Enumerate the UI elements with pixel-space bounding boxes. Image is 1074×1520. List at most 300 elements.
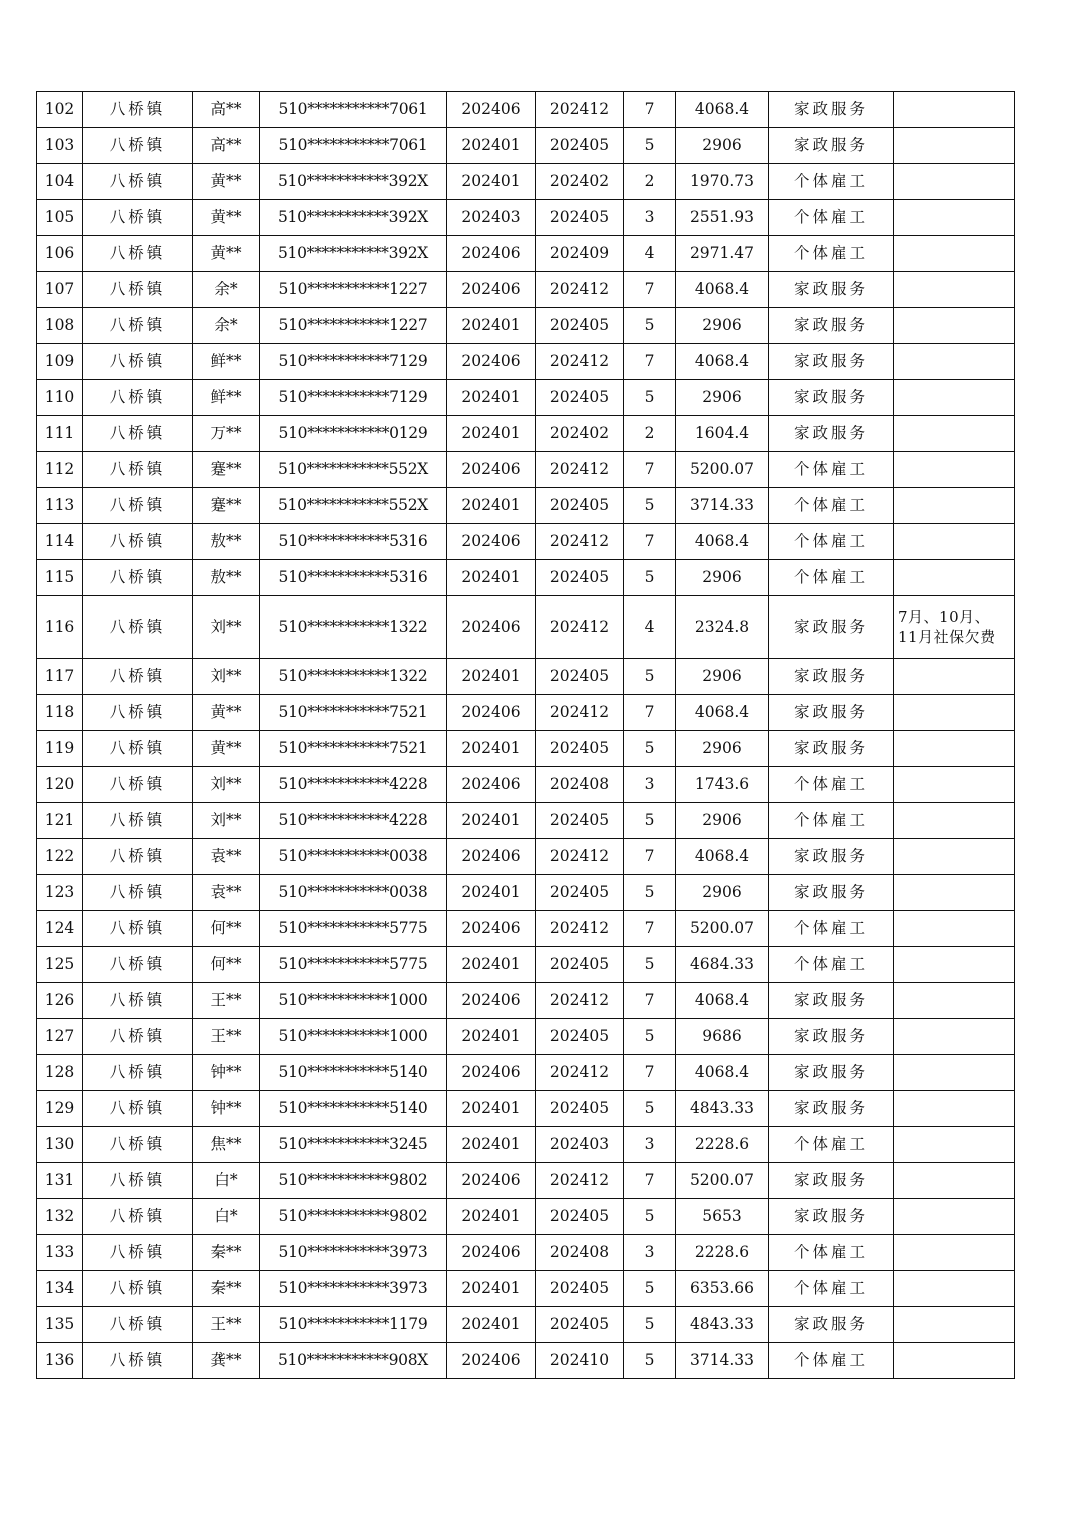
cell-employment-type: 家政服务 [769, 128, 894, 164]
table-row [37, 200, 1015, 236]
cell-employment-type: 家政服务 [769, 272, 894, 308]
cell-employment-type: 家政服务 [769, 1019, 894, 1055]
cell-end-month: 202405 [536, 1019, 624, 1055]
cell-note [894, 488, 1015, 524]
cell-town: 八桥镇 [83, 524, 193, 560]
cell-town: 八桥镇 [83, 695, 193, 731]
cell-town: 八桥镇 [83, 380, 193, 416]
table-row [37, 596, 1015, 659]
cell-person-name: 钟** [193, 1055, 260, 1091]
cell-month-count: 5 [624, 128, 676, 164]
cell-start-month: 202401 [447, 1127, 536, 1163]
cell-id-number: 510***********1322 [260, 596, 447, 659]
cell-town: 八桥镇 [83, 839, 193, 875]
cell-month-count: 7 [624, 272, 676, 308]
cell-employment-type: 个体雇工 [769, 767, 894, 803]
cell-amount: 2906 [676, 380, 769, 416]
cell-serial-number: 104 [37, 164, 83, 200]
cell-note [894, 911, 1015, 947]
cell-month-count: 7 [624, 1163, 676, 1199]
cell-employment-type: 家政服务 [769, 695, 894, 731]
cell-note [894, 983, 1015, 1019]
cell-serial-number: 122 [37, 839, 83, 875]
cell-start-month: 202401 [447, 1307, 536, 1343]
cell-town: 八桥镇 [83, 308, 193, 344]
cell-id-number: 510***********3245 [260, 1127, 447, 1163]
cell-end-month: 202405 [536, 380, 624, 416]
cell-start-month: 202401 [447, 1091, 536, 1127]
cell-amount: 2906 [676, 128, 769, 164]
cell-start-month: 202401 [447, 875, 536, 911]
cell-person-name: 高** [193, 92, 260, 128]
cell-month-count: 5 [624, 731, 676, 767]
cell-month-count: 7 [624, 839, 676, 875]
cell-amount: 4068.4 [676, 839, 769, 875]
cell-id-number: 510***********552X [260, 452, 447, 488]
cell-amount: 4068.4 [676, 983, 769, 1019]
cell-end-month: 202405 [536, 560, 624, 596]
cell-town: 八桥镇 [83, 731, 193, 767]
cell-start-month: 202406 [447, 1343, 536, 1379]
cell-start-month: 202406 [447, 767, 536, 803]
cell-town: 八桥镇 [83, 1307, 193, 1343]
cell-serial-number: 116 [37, 596, 83, 659]
cell-end-month: 202405 [536, 947, 624, 983]
cell-note [894, 1091, 1015, 1127]
cell-town: 八桥镇 [83, 875, 193, 911]
cell-person-name: 秦** [193, 1271, 260, 1307]
table-row [37, 92, 1015, 128]
cell-town: 八桥镇 [83, 1127, 193, 1163]
cell-start-month: 202401 [447, 488, 536, 524]
cell-employment-type: 家政服务 [769, 659, 894, 695]
cell-month-count: 7 [624, 344, 676, 380]
cell-town: 八桥镇 [83, 947, 193, 983]
cell-start-month: 202401 [447, 659, 536, 695]
cell-end-month: 202412 [536, 272, 624, 308]
cell-id-number: 510***********5316 [260, 560, 447, 596]
cell-town: 八桥镇 [83, 1199, 193, 1235]
cell-amount: 4068.4 [676, 344, 769, 380]
cell-note [894, 524, 1015, 560]
cell-start-month: 202401 [447, 1199, 536, 1235]
cell-id-number: 510***********0038 [260, 875, 447, 911]
cell-person-name: 袁** [193, 839, 260, 875]
cell-amount: 4068.4 [676, 695, 769, 731]
cell-note [894, 416, 1015, 452]
cell-note [894, 695, 1015, 731]
cell-month-count: 3 [624, 1235, 676, 1271]
cell-month-count: 5 [624, 875, 676, 911]
cell-note [894, 731, 1015, 767]
table-row [37, 488, 1015, 524]
cell-note [894, 1271, 1015, 1307]
cell-employment-type: 家政服务 [769, 1163, 894, 1199]
cell-note [894, 1307, 1015, 1343]
cell-end-month: 202408 [536, 767, 624, 803]
cell-month-count: 2 [624, 416, 676, 452]
cell-note [894, 1055, 1015, 1091]
cell-end-month: 202405 [536, 803, 624, 839]
table-row [37, 659, 1015, 695]
cell-note [894, 839, 1015, 875]
cell-serial-number: 108 [37, 308, 83, 344]
table-row [37, 308, 1015, 344]
cell-id-number: 510***********1227 [260, 272, 447, 308]
cell-end-month: 202412 [536, 452, 624, 488]
cell-end-month: 202405 [536, 1199, 624, 1235]
cell-start-month: 202401 [447, 416, 536, 452]
cell-end-month: 202402 [536, 416, 624, 452]
cell-start-month: 202406 [447, 983, 536, 1019]
cell-town: 八桥镇 [83, 416, 193, 452]
table-row [37, 1163, 1015, 1199]
cell-start-month: 202401 [447, 1271, 536, 1307]
cell-note [894, 128, 1015, 164]
cell-month-count: 5 [624, 1199, 676, 1235]
table-row [37, 380, 1015, 416]
cell-town: 八桥镇 [83, 452, 193, 488]
cell-person-name: 王** [193, 983, 260, 1019]
table-row [37, 1055, 1015, 1091]
cell-id-number: 510***********1000 [260, 1019, 447, 1055]
cell-amount: 2228.6 [676, 1127, 769, 1163]
cell-month-count: 5 [624, 1343, 676, 1379]
cell-month-count: 4 [624, 236, 676, 272]
table-row [37, 947, 1015, 983]
cell-town: 八桥镇 [83, 92, 193, 128]
cell-end-month: 202412 [536, 983, 624, 1019]
cell-note [894, 200, 1015, 236]
cell-employment-type: 家政服务 [769, 380, 894, 416]
cell-employment-type: 个体雇工 [769, 911, 894, 947]
cell-person-name: 王** [193, 1019, 260, 1055]
cell-town: 八桥镇 [83, 1091, 193, 1127]
cell-employment-type: 家政服务 [769, 1199, 894, 1235]
cell-start-month: 202401 [447, 731, 536, 767]
cell-town: 八桥镇 [83, 803, 193, 839]
cell-end-month: 202412 [536, 1163, 624, 1199]
cell-month-count: 5 [624, 947, 676, 983]
cell-amount: 2906 [676, 560, 769, 596]
cell-serial-number: 119 [37, 731, 83, 767]
cell-serial-number: 115 [37, 560, 83, 596]
cell-person-name: 白* [193, 1199, 260, 1235]
table-row [37, 344, 1015, 380]
cell-person-name: 黄** [193, 236, 260, 272]
cell-person-name: 白* [193, 1163, 260, 1199]
cell-employment-type: 家政服务 [769, 1091, 894, 1127]
cell-person-name: 余* [193, 308, 260, 344]
table-row [37, 1271, 1015, 1307]
cell-person-name: 王** [193, 1307, 260, 1343]
cell-serial-number: 125 [37, 947, 83, 983]
cell-person-name: 高** [193, 128, 260, 164]
cell-end-month: 202405 [536, 128, 624, 164]
cell-amount: 3714.33 [676, 1343, 769, 1379]
cell-month-count: 5 [624, 380, 676, 416]
cell-start-month: 202406 [447, 839, 536, 875]
cell-serial-number: 132 [37, 1199, 83, 1235]
cell-id-number: 510***********9802 [260, 1199, 447, 1235]
cell-town: 八桥镇 [83, 1271, 193, 1307]
cell-end-month: 202412 [536, 1055, 624, 1091]
cell-id-number: 510***********4228 [260, 803, 447, 839]
cell-id-number: 510***********392X [260, 236, 447, 272]
subsidy-table-container [36, 91, 1014, 1379]
cell-id-number: 510***********4228 [260, 767, 447, 803]
cell-person-name: 刘** [193, 659, 260, 695]
cell-town: 八桥镇 [83, 200, 193, 236]
cell-serial-number: 107 [37, 272, 83, 308]
cell-employment-type: 家政服务 [769, 839, 894, 875]
cell-town: 八桥镇 [83, 659, 193, 695]
cell-person-name: 敖** [193, 524, 260, 560]
cell-amount: 4068.4 [676, 272, 769, 308]
cell-serial-number: 120 [37, 767, 83, 803]
cell-end-month: 202405 [536, 308, 624, 344]
table-row [37, 839, 1015, 875]
cell-town: 八桥镇 [83, 911, 193, 947]
cell-person-name: 黄** [193, 200, 260, 236]
table-row [37, 452, 1015, 488]
cell-month-count: 5 [624, 1307, 676, 1343]
cell-id-number: 510***********5775 [260, 911, 447, 947]
cell-serial-number: 124 [37, 911, 83, 947]
cell-town: 八桥镇 [83, 236, 193, 272]
cell-note [894, 452, 1015, 488]
cell-town: 八桥镇 [83, 1019, 193, 1055]
cell-employment-type: 个体雇工 [769, 803, 894, 839]
cell-start-month: 202401 [447, 164, 536, 200]
cell-start-month: 202401 [447, 1019, 536, 1055]
table-row [37, 983, 1015, 1019]
cell-town: 八桥镇 [83, 344, 193, 380]
cell-start-month: 202406 [447, 1055, 536, 1091]
cell-amount: 5653 [676, 1199, 769, 1235]
table-row [37, 1091, 1015, 1127]
table-row [37, 803, 1015, 839]
cell-employment-type: 个体雇工 [769, 1343, 894, 1379]
cell-amount: 2551.93 [676, 200, 769, 236]
cell-id-number: 510***********392X [260, 200, 447, 236]
cell-id-number: 510***********7521 [260, 695, 447, 731]
cell-amount: 4843.33 [676, 1307, 769, 1343]
cell-note [894, 1343, 1015, 1379]
cell-note [894, 344, 1015, 380]
subsidy-table [36, 91, 1015, 1379]
cell-town: 八桥镇 [83, 272, 193, 308]
cell-end-month: 202410 [536, 1343, 624, 1379]
cell-note: 7月、10月、11月社保欠费 [894, 596, 1015, 659]
cell-employment-type: 家政服务 [769, 1055, 894, 1091]
cell-start-month: 202406 [447, 1235, 536, 1271]
cell-town: 八桥镇 [83, 1055, 193, 1091]
cell-amount: 3714.33 [676, 488, 769, 524]
cell-month-count: 3 [624, 1127, 676, 1163]
cell-start-month: 202401 [447, 947, 536, 983]
cell-employment-type: 家政服务 [769, 416, 894, 452]
cell-start-month: 202401 [447, 128, 536, 164]
cell-note [894, 560, 1015, 596]
table-body [37, 92, 1015, 1379]
cell-note [894, 875, 1015, 911]
cell-start-month: 202406 [447, 452, 536, 488]
cell-employment-type: 家政服务 [769, 983, 894, 1019]
cell-person-name: 黄** [193, 695, 260, 731]
cell-start-month: 202406 [447, 596, 536, 659]
table-row [37, 875, 1015, 911]
cell-id-number: 510***********0038 [260, 839, 447, 875]
cell-employment-type: 家政服务 [769, 308, 894, 344]
cell-serial-number: 118 [37, 695, 83, 731]
cell-person-name: 余* [193, 272, 260, 308]
table-row [37, 164, 1015, 200]
cell-month-count: 5 [624, 488, 676, 524]
cell-employment-type: 家政服务 [769, 875, 894, 911]
cell-amount: 5200.07 [676, 1163, 769, 1199]
cell-serial-number: 110 [37, 380, 83, 416]
cell-month-count: 4 [624, 596, 676, 659]
cell-serial-number: 128 [37, 1055, 83, 1091]
cell-note [894, 659, 1015, 695]
table-row [37, 416, 1015, 452]
cell-id-number: 510***********7061 [260, 92, 447, 128]
cell-employment-type: 个体雇工 [769, 452, 894, 488]
cell-amount: 5200.07 [676, 911, 769, 947]
cell-town: 八桥镇 [83, 596, 193, 659]
cell-month-count: 5 [624, 1271, 676, 1307]
cell-serial-number: 113 [37, 488, 83, 524]
cell-person-name: 刘** [193, 767, 260, 803]
cell-town: 八桥镇 [83, 1235, 193, 1271]
cell-employment-type: 个体雇工 [769, 236, 894, 272]
cell-serial-number: 131 [37, 1163, 83, 1199]
cell-town: 八桥镇 [83, 1163, 193, 1199]
cell-serial-number: 133 [37, 1235, 83, 1271]
cell-serial-number: 109 [37, 344, 83, 380]
cell-id-number: 510***********908X [260, 1343, 447, 1379]
cell-employment-type: 个体雇工 [769, 560, 894, 596]
cell-person-name: 焦** [193, 1127, 260, 1163]
cell-employment-type: 个体雇工 [769, 164, 894, 200]
table-row [37, 1199, 1015, 1235]
cell-start-month: 202406 [447, 272, 536, 308]
cell-id-number: 510***********7129 [260, 380, 447, 416]
cell-town: 八桥镇 [83, 128, 193, 164]
cell-id-number: 510***********392X [260, 164, 447, 200]
cell-employment-type: 家政服务 [769, 344, 894, 380]
cell-id-number: 510***********5316 [260, 524, 447, 560]
cell-id-number: 510***********7129 [260, 344, 447, 380]
cell-serial-number: 106 [37, 236, 83, 272]
cell-note [894, 380, 1015, 416]
cell-start-month: 202401 [447, 803, 536, 839]
cell-town: 八桥镇 [83, 560, 193, 596]
cell-town: 八桥镇 [83, 488, 193, 524]
cell-amount: 4068.4 [676, 1055, 769, 1091]
cell-start-month: 202406 [447, 92, 536, 128]
cell-serial-number: 129 [37, 1091, 83, 1127]
table-row [37, 1343, 1015, 1379]
cell-id-number: 510***********5140 [260, 1055, 447, 1091]
cell-employment-type: 家政服务 [769, 92, 894, 128]
cell-amount: 2906 [676, 731, 769, 767]
cell-serial-number: 135 [37, 1307, 83, 1343]
table-row [37, 128, 1015, 164]
cell-person-name: 鲜** [193, 380, 260, 416]
table-row [37, 236, 1015, 272]
cell-id-number: 510***********5140 [260, 1091, 447, 1127]
cell-amount: 6353.66 [676, 1271, 769, 1307]
cell-amount: 2906 [676, 803, 769, 839]
cell-start-month: 202401 [447, 380, 536, 416]
cell-serial-number: 136 [37, 1343, 83, 1379]
cell-note [894, 947, 1015, 983]
cell-amount: 2906 [676, 659, 769, 695]
cell-start-month: 202406 [447, 344, 536, 380]
cell-person-name: 万** [193, 416, 260, 452]
cell-amount: 4068.4 [676, 524, 769, 560]
cell-amount: 9686 [676, 1019, 769, 1055]
cell-person-name: 蹇** [193, 488, 260, 524]
cell-month-count: 5 [624, 1091, 676, 1127]
cell-end-month: 202405 [536, 1091, 624, 1127]
cell-serial-number: 123 [37, 875, 83, 911]
cell-town: 八桥镇 [83, 1343, 193, 1379]
cell-person-name: 刘** [193, 803, 260, 839]
cell-end-month: 202405 [536, 875, 624, 911]
cell-start-month: 202403 [447, 200, 536, 236]
cell-serial-number: 126 [37, 983, 83, 1019]
cell-person-name: 黄** [193, 731, 260, 767]
cell-start-month: 202406 [447, 695, 536, 731]
cell-end-month: 202412 [536, 695, 624, 731]
cell-month-count: 7 [624, 452, 676, 488]
cell-month-count: 2 [624, 164, 676, 200]
cell-note [894, 1127, 1015, 1163]
cell-id-number: 510***********7521 [260, 731, 447, 767]
cell-serial-number: 105 [37, 200, 83, 236]
table-row [37, 1019, 1015, 1055]
cell-amount: 5200.07 [676, 452, 769, 488]
table-row [37, 1127, 1015, 1163]
cell-employment-type: 个体雇工 [769, 524, 894, 560]
cell-note [894, 92, 1015, 128]
cell-town: 八桥镇 [83, 767, 193, 803]
cell-end-month: 202405 [536, 659, 624, 695]
table-row [37, 1307, 1015, 1343]
cell-serial-number: 112 [37, 452, 83, 488]
cell-person-name: 袁** [193, 875, 260, 911]
cell-person-name: 鲜** [193, 344, 260, 380]
cell-amount: 1970.73 [676, 164, 769, 200]
cell-month-count: 5 [624, 659, 676, 695]
cell-serial-number: 111 [37, 416, 83, 452]
cell-town: 八桥镇 [83, 983, 193, 1019]
cell-note [894, 272, 1015, 308]
cell-end-month: 202405 [536, 200, 624, 236]
cell-id-number: 510***********9802 [260, 1163, 447, 1199]
cell-amount: 2324.8 [676, 596, 769, 659]
table-row [37, 767, 1015, 803]
cell-person-name: 何** [193, 911, 260, 947]
cell-month-count: 3 [624, 200, 676, 236]
cell-note [894, 803, 1015, 839]
table-row [37, 695, 1015, 731]
cell-month-count: 3 [624, 767, 676, 803]
cell-end-month: 202412 [536, 344, 624, 380]
